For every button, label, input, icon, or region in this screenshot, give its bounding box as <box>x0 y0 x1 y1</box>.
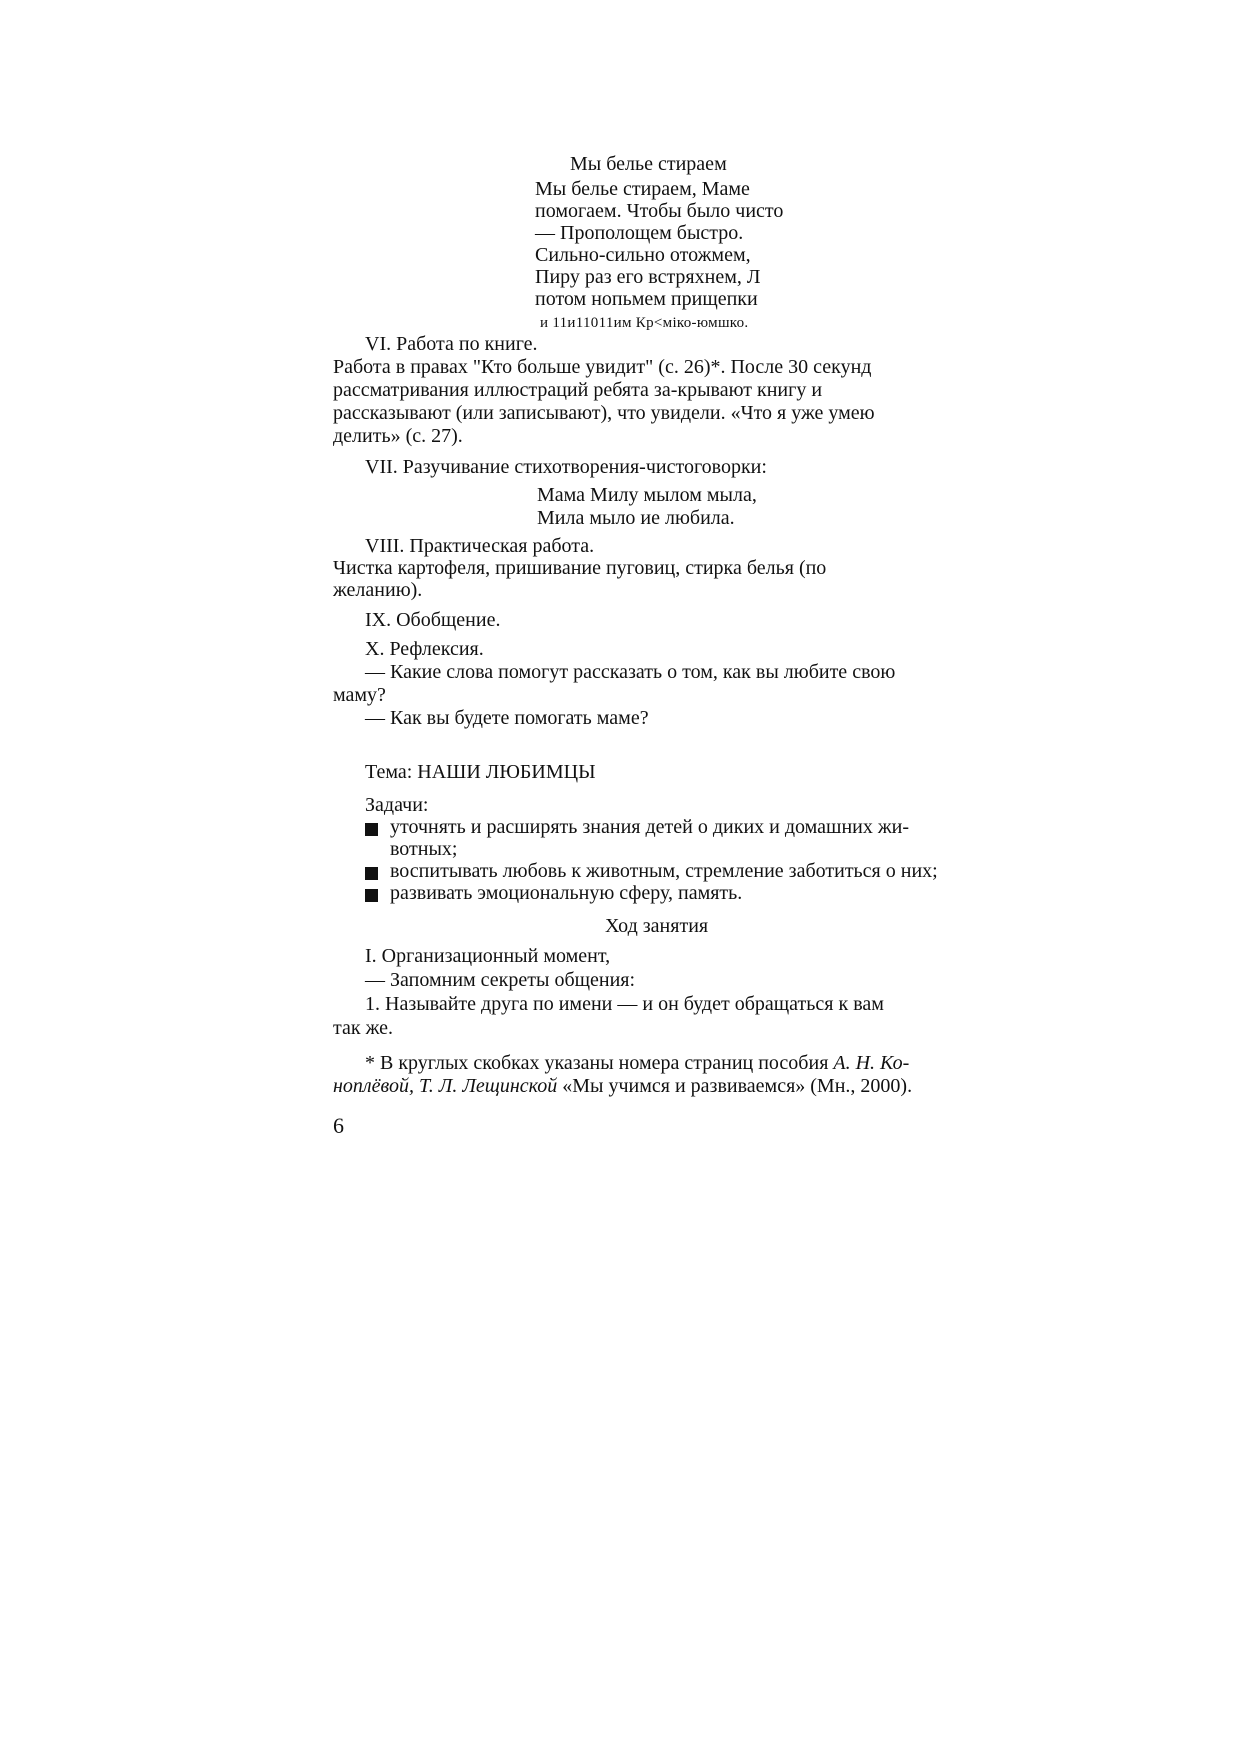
paragraph-line: Чистка картофеля, пришивание пуговиц, стирка белья (по <box>333 557 827 579</box>
paragraph-line: маму? <box>333 684 386 706</box>
paragraph-line: 1. Называйте друга по имени — и он будет обращаться к вам <box>365 993 884 1015</box>
poem-title: Мы белье стираем <box>570 153 727 175</box>
footnote-authors: ноплёвой, Т. Л. Лещинской <box>333 1075 558 1097</box>
footnote-line <box>365 1052 909 1075</box>
paragraph-line: рассказывают (или записывают), что увидели. «Что я уже умею <box>333 402 875 424</box>
poem-line: Сильно-сильно отожмем, <box>535 244 751 266</box>
section-heading: VII. Разучивание стихотворения-чистоговорки: <box>365 456 767 478</box>
page-number: 6 <box>333 1113 344 1138</box>
paragraph-line: так же. <box>333 1017 394 1039</box>
section-heading: VI. Работа по книге. <box>365 333 538 355</box>
section-heading: VIII. Практическая работа. <box>365 535 595 557</box>
paragraph-line: рассматривания иллюстраций ребята за-крывают книгу и <box>333 379 823 401</box>
poem-line: помогаем. Чтобы было чисто <box>535 200 784 222</box>
bullet-square-icon <box>365 889 378 902</box>
paragraph-line: делить» (с. 27). <box>333 425 463 447</box>
paragraph-line: — Запомним секреты общения: <box>365 969 636 991</box>
paragraph-line: I. Организационный момент, <box>365 945 611 967</box>
footnote-text: «Мы учимся и развиваемся» (Мн., 2000). <box>562 1075 913 1097</box>
paragraph-line: Работа в правах "Кто больше увидит" (с. 26)*. После 30 секунд <box>333 356 872 378</box>
bullet-square-icon <box>365 823 378 836</box>
bullet-item-continuation: вотных; <box>390 838 458 860</box>
section-heading: X. Рефлексия. <box>365 638 484 660</box>
poem-line: Мы белье стираем, Маме <box>535 178 750 200</box>
bullet-item: уточнять и расширять знания детей о диких и домашних жи- <box>390 816 910 838</box>
poem-line: — Прополощем быстро. <box>535 222 744 244</box>
bullet-item: развивать эмоциональную сферу, память. <box>390 882 743 904</box>
section-heading: IX. Обобщение. <box>365 609 501 631</box>
footnote-text: * В круглых скобках указаны номера страниц пособия <box>365 1052 829 1074</box>
paragraph-line: — Какие слова помогут рассказать о том, как вы любите свою <box>365 661 896 683</box>
bullet-item: воспитывать любовь к животным, стремление заботиться о них; <box>390 860 938 882</box>
bullet-square-icon <box>365 867 378 880</box>
footnote-author: А. Н. Ко- <box>833 1052 910 1074</box>
footnote-line <box>333 1075 912 1098</box>
poem-line-garbled: и 11и11011им Кр<мiко-юмшко. <box>540 315 749 331</box>
poem-line: потом нопьмем прищепки <box>535 288 758 310</box>
poem-line: Пиру раз его встряхнем, Л <box>535 266 761 288</box>
paragraph-line: желанию). <box>333 579 423 601</box>
topic-title: Тема: НАШИ ЛЮБИМЦЫ <box>365 761 596 783</box>
poem-line: Мила мыло ие любила. <box>537 507 735 529</box>
poem-line: Мама Милу мылом мыла, <box>537 484 757 506</box>
tasks-label: Задачи: <box>365 794 429 816</box>
course-heading: Ход занятия <box>605 915 709 937</box>
paragraph-line: — Как вы будете помогать маме? <box>365 707 649 729</box>
